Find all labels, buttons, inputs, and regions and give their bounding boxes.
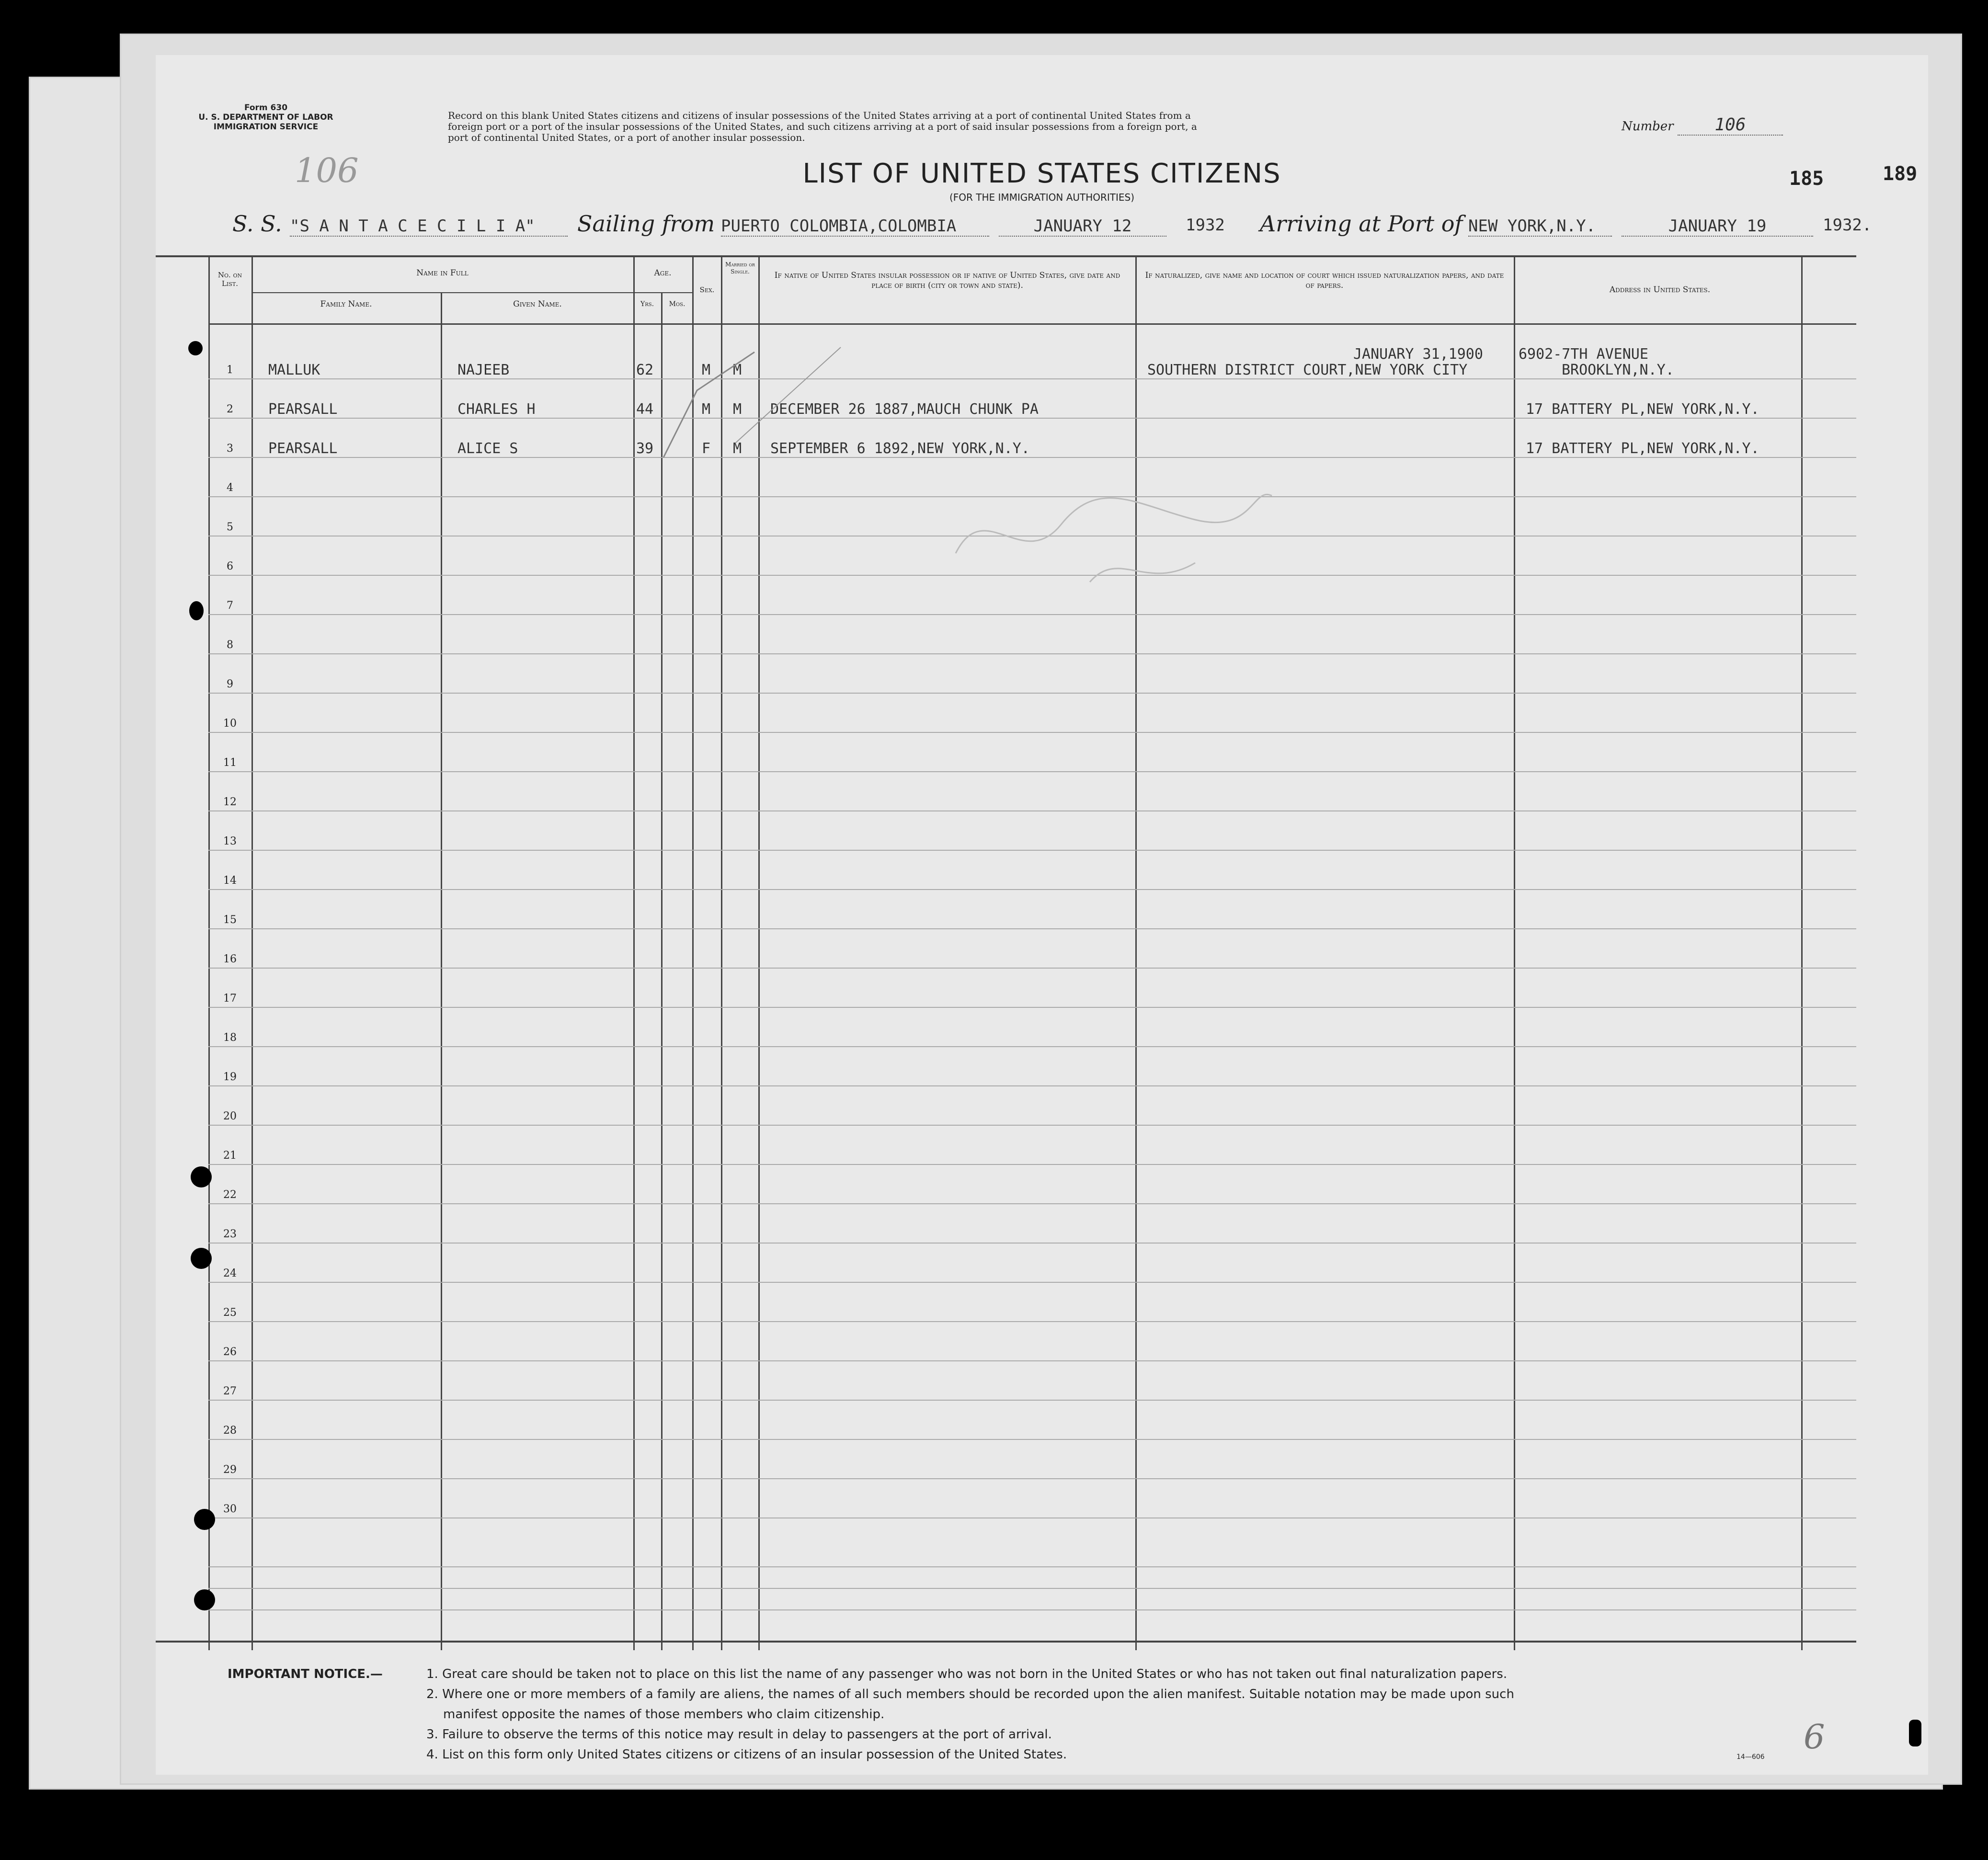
passenger-3-family: PEARSALL — [268, 440, 338, 457]
row-rule — [208, 614, 1856, 615]
row-number: 16 — [223, 953, 237, 965]
voyage-line — [232, 211, 1899, 244]
row-number: 21 — [223, 1150, 237, 1162]
row-rule — [208, 1321, 1856, 1322]
row-rule — [208, 653, 1856, 654]
binder-hole — [1909, 1720, 1921, 1746]
row-rule — [208, 1203, 1856, 1204]
handwritten-mark: 106 — [295, 151, 359, 190]
passenger-1-naturalized-date: JANUARY 31,1900 — [1353, 346, 1483, 363]
col-divider — [1514, 256, 1515, 1650]
passenger-2-sex: M — [702, 401, 711, 418]
arrival-year: 1932. — [1823, 216, 1872, 235]
notice-item-3: 3. Failure to observe the terms of this notice may result in delay to passengers at the port of arrival. — [426, 1727, 1052, 1742]
header-naturalized: If naturalized, give name and location of court which issued naturalization papers, and date of papers. — [1145, 271, 1504, 290]
passenger-2-address: 17 BATTERY PL,NEW YORK,N.Y. — [1526, 401, 1759, 418]
passenger-2-married: M — [733, 401, 742, 418]
header-sex: Sex. — [699, 285, 715, 294]
row-number: 30 — [223, 1503, 237, 1515]
header-native-birth: If native of United States insular possession or if native of United States, give date and place of birth (city or town and state). — [774, 271, 1120, 290]
page-subtitle: (FOR THE IMMIGRATION AUTHORITIES) — [949, 192, 1135, 203]
table-top-border — [156, 255, 1856, 257]
record-line: port of continental United States, or a port of another insular possession. — [448, 132, 805, 143]
row-rule — [208, 810, 1856, 811]
notice-heading: IMPORTANT NOTICE.— — [228, 1667, 383, 1681]
row-rule — [208, 1282, 1856, 1283]
header-yrs: Yrs. — [640, 300, 654, 308]
row-number: 24 — [223, 1267, 237, 1279]
table-bottom-border — [156, 1641, 1856, 1643]
binder-hole — [191, 1166, 212, 1187]
passenger-3-birth: SEPTEMBER 6 1892,NEW YORK,N.Y. — [770, 440, 1030, 457]
row-number: 19 — [223, 1071, 237, 1083]
citizen-list-form — [156, 55, 1928, 1775]
passenger-3-married: M — [733, 440, 742, 457]
row-rule — [208, 1566, 1856, 1567]
header-given-name: Given Name. — [513, 299, 562, 309]
col-divider — [633, 256, 635, 1650]
row-number: 14 — [223, 875, 237, 887]
row-number: 8 — [227, 639, 233, 651]
binder-hole — [191, 1248, 212, 1269]
header-name-in-full: Name in Full — [416, 268, 468, 278]
passenger-1-married: M — [733, 362, 742, 378]
row-rule — [208, 457, 1856, 458]
form-header — [194, 103, 338, 132]
passenger-2-given: CHARLES H — [457, 401, 536, 418]
passenger-1-address-city: BROOKLYN,N.Y. — [1562, 362, 1674, 378]
table-header-border — [208, 323, 1856, 325]
passenger-1-age: 62 — [636, 362, 654, 378]
passenger-1-sex: M — [702, 362, 711, 378]
row-rule — [208, 693, 1856, 694]
row-number: 10 — [223, 718, 237, 730]
row-rule — [208, 378, 1856, 379]
row-number: 29 — [223, 1464, 237, 1476]
row-rule — [208, 1085, 1856, 1086]
row-number: 1 — [227, 364, 233, 376]
row-rule — [208, 1360, 1856, 1361]
row-rule — [208, 928, 1856, 929]
row-number: 17 — [223, 993, 237, 1004]
ship-name: "S A N T A C E C I L I A" — [290, 217, 568, 237]
row-number: 28 — [223, 1425, 237, 1437]
passenger-1-family: MALLUK — [268, 362, 320, 378]
header-family-name: Family Name. — [320, 299, 372, 309]
sailing-year: 1932 — [1186, 216, 1225, 235]
row-number: 13 — [223, 835, 237, 847]
passenger-1-given: NAJEEB — [457, 362, 510, 378]
notice-item-2: 2. Where one or more members of a family are aliens, the names of all such members should be recorded upon the alien manifest. Suitable notation may be made upon such — [426, 1687, 1514, 1701]
row-number: 7 — [227, 600, 233, 612]
arrival-port: NEW YORK,N.Y. — [1468, 217, 1612, 237]
row-rule — [208, 968, 1856, 969]
row-rule — [208, 1164, 1856, 1165]
row-rule — [208, 889, 1856, 890]
row-rule — [208, 1588, 1856, 1589]
row-rule — [208, 1125, 1856, 1126]
passenger-3-sex: F — [702, 440, 711, 457]
col-divider — [1135, 256, 1137, 1650]
col-divider — [251, 256, 253, 1650]
row-rule — [208, 1439, 1856, 1440]
service-name: IMMIGRATION SERVICE — [213, 122, 319, 132]
row-number: 9 — [227, 678, 233, 690]
passenger-3-age: 39 — [636, 440, 654, 457]
row-number: 6 — [227, 560, 233, 572]
record-instructions — [448, 110, 1713, 143]
row-number: 27 — [223, 1385, 237, 1397]
row-number: 3 — [227, 443, 233, 455]
age-subheader-rule — [633, 292, 692, 293]
header-address: Address in United States. — [1609, 285, 1711, 295]
row-rule — [208, 1478, 1856, 1479]
printer-mark: 14—606 — [1737, 1753, 1765, 1761]
page-number-185: 185 — [1789, 168, 1824, 190]
row-rule — [208, 850, 1856, 851]
row-number: 26 — [223, 1346, 237, 1358]
notice-item-1: 1. Great care should be taken not to place on this list the name of any passenger who was not born in the United States or who has not taken out final naturalization papers. — [426, 1667, 1508, 1681]
row-rule — [208, 1400, 1856, 1401]
ss-label: S. S. — [232, 211, 282, 237]
row-number: 23 — [223, 1228, 237, 1240]
notice-item-4: 4. List on this form only United States citizens or citizens of an insular possession of the United States. — [426, 1747, 1067, 1762]
row-rule — [208, 1609, 1856, 1610]
binder-hole — [194, 1589, 215, 1610]
row-number: 11 — [223, 757, 237, 769]
record-line: Record on this blank United States citizens and citizens of insular possessions of the United States arriving at a port of continental United States from a — [448, 110, 1191, 121]
list-number — [1622, 115, 1783, 136]
passenger-1-address-street: 6902-7TH AVENUE — [1519, 346, 1648, 363]
passenger-2-age: 44 — [636, 401, 654, 418]
col-divider — [208, 256, 210, 1650]
arriving-label: Arriving at Port of — [1260, 211, 1463, 237]
notice-item-2-cont: manifest opposite the names of those members who claim citizenship. — [443, 1707, 885, 1722]
binder-hole — [194, 1509, 215, 1530]
row-number: 20 — [223, 1110, 237, 1122]
col-divider — [1801, 256, 1803, 1650]
row-number: 12 — [223, 796, 237, 808]
row-number: 4 — [227, 482, 233, 494]
name-subheader-rule — [251, 292, 633, 293]
handwritten-corner-number: 6 — [1804, 1717, 1825, 1757]
sailing-date: JANUARY 12 — [999, 217, 1166, 237]
row-number: 18 — [223, 1032, 237, 1044]
row-rule — [208, 771, 1856, 772]
row-rule — [208, 1007, 1856, 1008]
row-rule — [208, 732, 1856, 733]
passenger-3-address: 17 BATTERY PL,NEW YORK,N.Y. — [1526, 440, 1759, 457]
passenger-2-family: PEARSALL — [268, 401, 338, 418]
arrival-date: JANUARY 19 — [1622, 217, 1813, 237]
header-age: Age. — [654, 268, 672, 278]
header-married-single: Married or Single. — [725, 261, 755, 275]
row-number: 25 — [223, 1307, 237, 1319]
row-number: 5 — [227, 521, 233, 533]
form-number: Form 630 — [244, 103, 288, 113]
number-value: 106 — [1678, 115, 1783, 136]
row-number: 2 — [227, 403, 233, 415]
page-number-189: 189 — [1883, 163, 1918, 185]
row-rule — [208, 418, 1856, 419]
pencil-check-marks — [659, 342, 946, 467]
passenger-1-naturalized-court: SOUTHERN DISTRICT COURT,NEW YORK CITY — [1147, 362, 1468, 378]
sailing-from: PUERTO COLOMBIA,COLOMBIA — [721, 217, 989, 237]
sailing-label: Sailing from — [577, 211, 715, 237]
row-number: 22 — [223, 1189, 237, 1201]
binder-hole — [188, 341, 203, 355]
number-label: Number — [1622, 119, 1674, 134]
passenger-3-given: ALICE S — [457, 440, 518, 457]
department-name: U. S. DEPARTMENT OF LABOR — [198, 113, 333, 122]
page-title: LIST OF UNITED STATES CITIZENS — [802, 158, 1281, 189]
record-line: foreign port or a port of the insular possessions of the United States, and such citizens arriving at a port of said insular possessions from a foreign port, a — [448, 121, 1197, 132]
passenger-2-birth: DECEMBER 26 1887,MAUCH CHUNK PA — [770, 401, 1039, 418]
binder-hole — [189, 601, 204, 620]
row-rule — [208, 1243, 1856, 1244]
faint-pencil-scribble — [946, 467, 1281, 611]
header-mos: Mos. — [669, 300, 686, 308]
header-no-on-list: No. on List. — [217, 271, 242, 288]
row-rule — [208, 1046, 1856, 1047]
row-number: 15 — [223, 914, 237, 926]
